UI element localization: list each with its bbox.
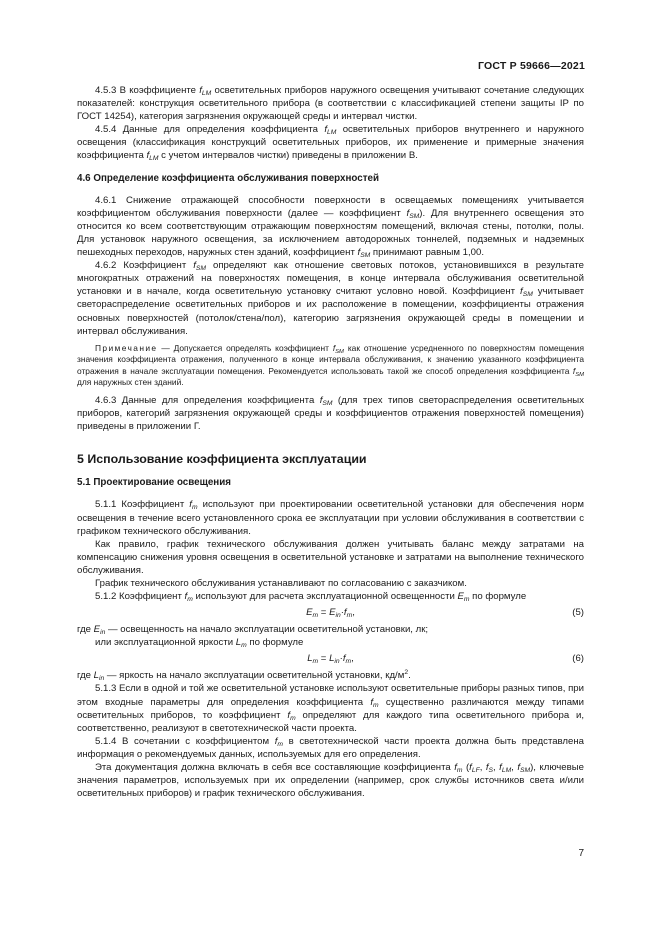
- equation-5-number: (5): [572, 607, 584, 619]
- where-clause-l-in: где $L_{in}$ — яркость на начало эксплуатации осветительной установки, $кд/м^2$.: [77, 669, 411, 683]
- note-block: Примечание — Допускается определять коэффициент $f_{SM}$ как отношение усредненного по поверхностям помещения значения коэффициента отражения, полученного в конце интервала обслуживания, к значению указанного коэффициента отражения в начале эксплуатации помещения. Рекомендуется использовать такой же способ определения коэффициента $f_{SM}$ для наружных стен зданий.: [77, 342, 584, 388]
- equation-5: [77, 605, 584, 621]
- paragraph-documentation: Эта документация должна включать в себя все составляющие коэффициента $f_m$ ($f_{LF}$, $f_S$, $f_{LM}$, $f_{SM}$), ключевые значения параметров, используемых при их определении (например, срок службы источников света и/или осветительных приборов) и график технического обслуживания.: [77, 762, 584, 800]
- note-label: Примечание: [95, 342, 158, 353]
- clause-5-1-2: 5.1.2 Коэффициент $f_m$ используют для расчета эксплуатационной освещенности $E_m$ по формуле: [95, 591, 527, 604]
- document-number: ГОСТ Р 59666—2021: [477, 60, 585, 72]
- clause-5-1-1: 5.1.1 Коэффициент $f_m$ используют при проектировании осветительной установки для обеспечения норм освещения в течение всего установленного срока ее эксплуатации при условии обслуживания в соответствии с графиком технического обслуживания.: [77, 499, 584, 537]
- section-5-heading: 5 Использование коэффициента эксплуатации: [77, 452, 367, 467]
- equation-6-number: (6): [572, 653, 584, 665]
- where-clause-e-in: где $E_{in}$ — освещенность на начало эксплуатации осветительной установки, лк;: [77, 624, 429, 637]
- equation-6: [77, 651, 584, 667]
- equation-6-formula: $L_m = L_{in}\cdot f_m$,: [307, 653, 354, 666]
- section-5-1-heading: 5.1 Проектирование освещения: [77, 477, 231, 489]
- page-content: [77, 84, 584, 800]
- clause-4-6-2: 4.6.2 Коэффициент $f_{SM}$ определяют как отношение световых потоков, установившихся в результате многократных отражений на поверхностях помещения, в конце интервала обслуживания осветительной установки и в начале, когда осветительную установку считают условно новой. Коэффициент $f_{SM}$ учитывает светораспределение осветительных приборов и их расположение в помещении, коэффициенты отражения основных поверхностей (потолок/стена/пол), категорию загрязнения окружающей среды в помещении и интервал обслуживания.: [77, 260, 585, 337]
- paragraph-maintenance-balance: Как правило, график технического обслуживания должен учитывать баланс между затратами на компенсацию снижения уровня освещения в осветительной установке и затратами на выполнение технического обслуживания.: [77, 538, 584, 576]
- clause-5-1-4: 5.1.4 В сочетании с коэффициентом $f_m$ в светотехнической части проекта должна быть представлена информация о рекомендуемых данных, используемых для его определения.: [77, 735, 585, 760]
- equation-5-formula: $E_m = E_{in}\cdot f_m$,: [306, 607, 355, 620]
- page-number: 7: [578, 848, 584, 859]
- section-4-6-heading: 4.6 Определение коэффициента обслуживания поверхностей: [77, 172, 379, 184]
- clause-4-6-1: 4.6.1 Снижение отражающей способности поверхности в освещаемых помещениях учитывается коэффициентом обслуживания поверхности (далее — коэффициент $f_{SM}$). Для внутреннего освещения это относится ко всем соответствующим отражающим поверхностям помещений, включая стены, потолки, полы. Для установок наружного освещения, за исключением автодорожных тоннелей, подземных и надземных пешеходных переходов, наружных стен зданий, коэффициент $f_{SM}$ принимают равным 1,00.: [77, 194, 584, 260]
- paragraph-maintenance-schedule: График технического обслуживания устанавливают по согласованию с заказчиком.: [95, 578, 467, 589]
- clause-4-6-3: 4.6.3 Данные для определения коэффициента $f_{SM}$ (для трех типов светораспределения осветительных приборов, категорий загрязнения окружающей среды и коэффициентов отражения поверхностей помещения) приведены в приложении Г.: [77, 395, 584, 433]
- luminance-intro: или эксплуатационной яркости $L_m$ по формуле: [95, 637, 304, 650]
- clause-4-5-4: 4.5.4 Данные для определения коэффициента $f_{LM}$ осветительных приборов внутреннего и наружного освещения (классификация конструкций осветительных приборов, их применение и примерные значения коэффициента $f_{LM}$ с учетом интервалов чистки) приведены в приложении В.: [77, 124, 584, 163]
- clause-4-5-3: 4.5.3 В коэффициенте $f_{LM}$ осветительных приборов наружного освещения учитывают сочетание следующих показателей: конструкция осветительного прибора (в соответствии с классификацией степени защиты IP по ГОСТ 14254), категория загрязнения окружающей среды и интервал чистки.: [77, 85, 584, 123]
- clause-5-1-3: 5.1.3 Если в одной и той же осветительной установке используют осветительные приборы разных типов, при этом входные параметры для определения коэффициента $f_m$ существенно различаются между типами осветительных приборов, то коэффициент $f_m$ определяют для каждого типа осветительного прибора и, соответственно, реализуют в светотехнической части проекта.: [77, 683, 585, 734]
